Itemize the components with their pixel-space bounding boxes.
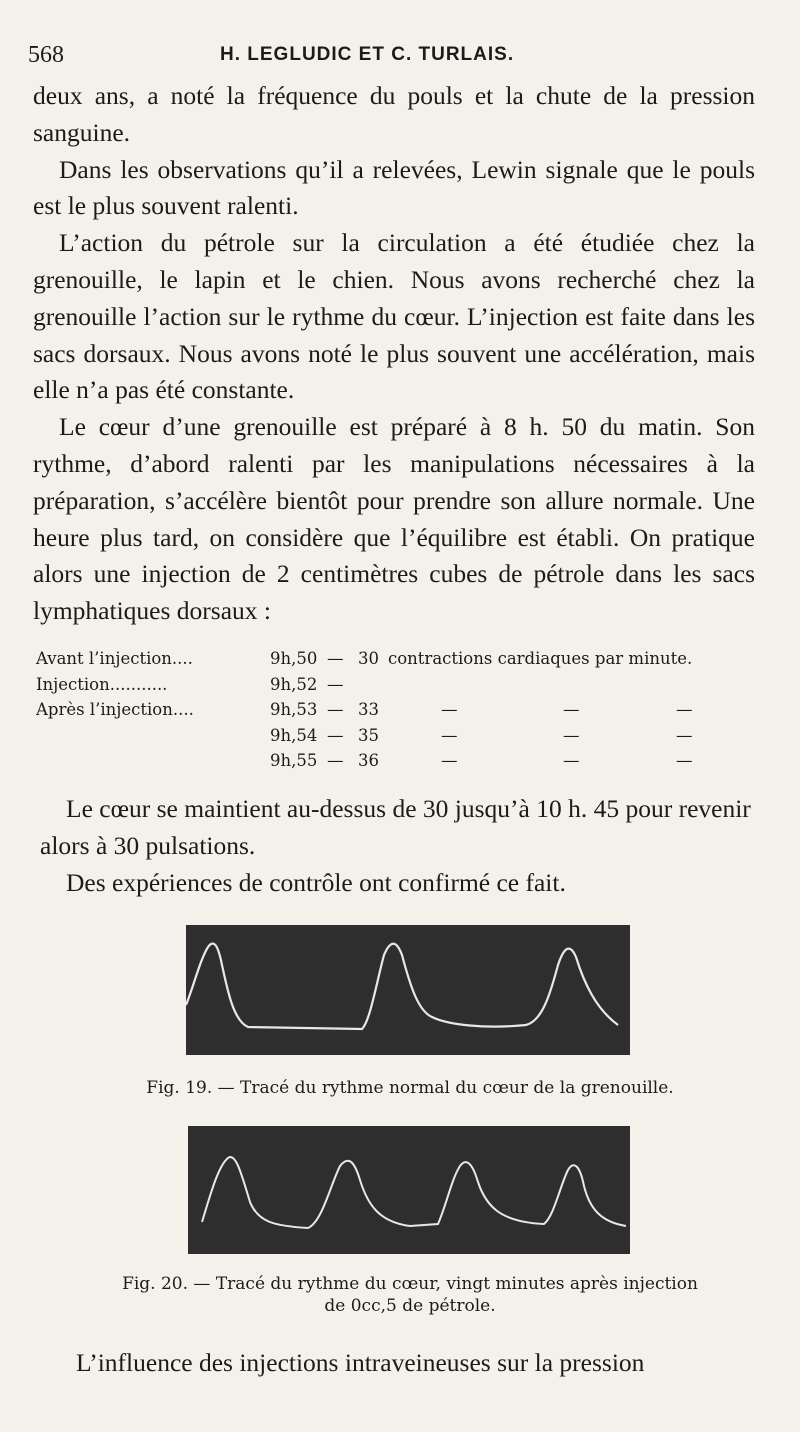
measurement-table — [36, 646, 756, 774]
paragraph: Des expériences de contrôle ont confirmé ce fait. — [66, 868, 566, 897]
row-time: 9h,53 — [270, 700, 318, 719]
figure-19-caption: Fig. 19. — Tracé du rythme normal du cœur de la grenouille. — [146, 1078, 674, 1098]
row-value: 30 — [358, 649, 379, 668]
row-dash: — — [327, 751, 344, 770]
row-dash: — — [327, 674, 344, 694]
figure-20-caption — [60, 1273, 760, 1317]
table-row — [36, 697, 756, 723]
table-row — [36, 723, 756, 749]
page-number: 568 — [28, 42, 64, 68]
row-time: 9h,55 — [270, 751, 318, 770]
ditto-mark: — — [563, 725, 580, 745]
row-label: Avant l’injection.... — [36, 649, 193, 668]
ditto-mark: — — [563, 751, 580, 770]
row-description: contractions cardiaques par minute. — [388, 649, 693, 668]
figure-19-trace — [186, 925, 630, 1055]
table-row — [36, 748, 756, 774]
paragraph: Dans les observations qu’il a relevées, Lewin signale que le pouls est le plus souvent ralenti. — [33, 154, 755, 221]
ditto-mark: — — [676, 700, 693, 719]
figure-20-caption-line1: Fig. 20. — Tracé du rythme du cœur, vingt minutes après injection — [122, 1274, 698, 1294]
paragraph: L’action du pétrole sur la circulation a été étudiée chez la grenouille, le lapin et le chien. Nous avons recherché chez la grenouille l’action sur le rythme du cœur. L’injection est faite dans les sacs dorsaux. Nous avons noté le plus souvent une accélération, mais elle n’a pas été constante. — [33, 228, 755, 405]
running-head: H. LEGLUDIC ET C. TURLAIS. — [220, 44, 515, 65]
body-text-continued — [40, 790, 762, 901]
table-row — [36, 646, 756, 672]
row-time: 9h,50 — [270, 649, 318, 668]
closing-line: L’influence des injections intraveineuses sur la pression — [76, 1348, 645, 1377]
ditto-mark: — — [441, 700, 458, 719]
paragraph: Le cœur d’une grenouille est préparé à 8 h. 50 du matin. Son rythme, d’abord ralenti par les manipulations nécessaires à la préparation, s’accélère bientôt pour prendre son allure normale. Une heure plus tard, on considère que l’équilibre est établi. On pratique alors une injection de 2 centimètres cubes de pétrole dans les sacs lymphatiques dorsaux : — [33, 412, 755, 626]
figure-20-trace — [188, 1126, 630, 1254]
ditto-mark: — — [563, 700, 580, 719]
paragraph: deux ans, a noté la fréquence du pouls et la chute de la pression sanguine. — [33, 81, 755, 147]
row-time: 9h,52 — [270, 674, 318, 694]
ditto-mark: — — [676, 751, 693, 770]
row-time: 9h,54 — [270, 725, 318, 745]
body-text — [33, 78, 755, 630]
figure-20-caption-line2: de 0cc,5 de pétrole. — [324, 1296, 496, 1316]
ditto-mark: — — [441, 751, 458, 770]
page-header — [28, 38, 768, 68]
ditto-mark: — — [441, 725, 458, 745]
row-value: 35 — [358, 725, 379, 745]
row-dash: — — [327, 700, 344, 719]
row-value: 33 — [358, 700, 379, 719]
table-row — [36, 672, 756, 698]
row-label: Après l’injection.... — [36, 700, 194, 719]
row-label: Injection........... — [36, 674, 168, 694]
heart-trace-after-injection — [188, 1126, 630, 1254]
heart-trace-normal — [186, 925, 630, 1055]
row-value: 36 — [358, 751, 379, 770]
row-dash: — — [327, 725, 344, 745]
paragraph: Le cœur se maintient au-dessus de 30 jusqu’à 10 h. 45 pour revenir alors à 30 pulsations. — [40, 794, 751, 860]
row-dash: — — [327, 649, 344, 668]
ditto-mark: — — [676, 725, 693, 745]
